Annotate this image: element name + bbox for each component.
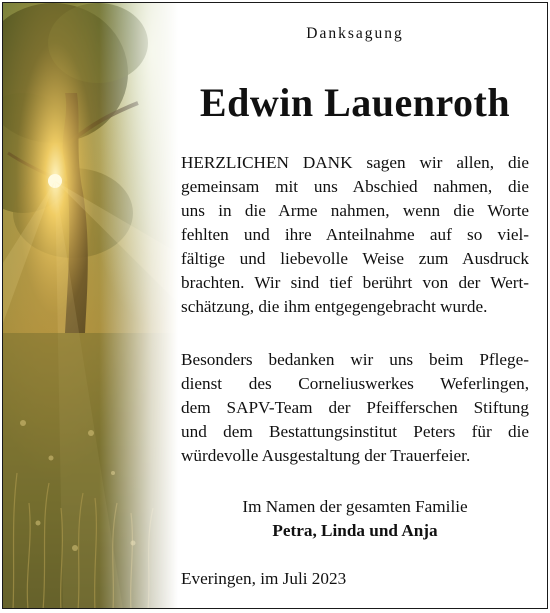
thanks-line: gemeinsam mit uns Abschied nahmen, die <box>181 177 529 196</box>
thanks-paragraph <box>181 151 529 319</box>
deceased-name: Edwin Lauenroth <box>199 80 511 125</box>
family-names: Petra, Linda und Anja <box>272 521 438 540</box>
special-thanks-line: dienst des Corneliuswerkes Weferlingen, <box>181 374 529 393</box>
sunlit-tree-photo <box>3 3 178 609</box>
special-thanks-line: Besonders bedanken wir uns beim Pflege- <box>181 350 529 369</box>
thanks-line: schätzung, die ihm entgegengebracht wurde. <box>181 297 488 316</box>
thanks-line: brachten. Wir sind tief berührt von der Wert- <box>181 273 529 292</box>
thanks-line: uns in die Arme nahmen, wenn die Worte <box>181 201 529 220</box>
obituary-card <box>2 2 548 609</box>
closing-block <box>181 495 529 543</box>
special-thanks-line: würdevolle Ausgestaltung der Trauerfeier. <box>181 446 471 465</box>
closing-line: Im Namen der gesamten Familie <box>242 497 468 516</box>
special-thanks-line: und dem Bestattungsinstitut Peters für die <box>181 422 529 441</box>
special-thanks-paragraph <box>181 348 529 468</box>
place-date: Everingen, im Juli 2023 <box>181 569 347 588</box>
thanks-line: fältige und liebevolle Weise zum Ausdruck <box>181 249 529 268</box>
special-thanks-line: dem SAPV-Team der Pfeifferschen Stiftung <box>181 398 529 417</box>
thanks-line: HERZLICHEN DANK sagen wir allen, die <box>181 153 529 172</box>
thanks-line: fehlten und ihre Anteilnahme auf so viel- <box>181 225 529 244</box>
notice-heading: Danksagung <box>306 25 404 42</box>
